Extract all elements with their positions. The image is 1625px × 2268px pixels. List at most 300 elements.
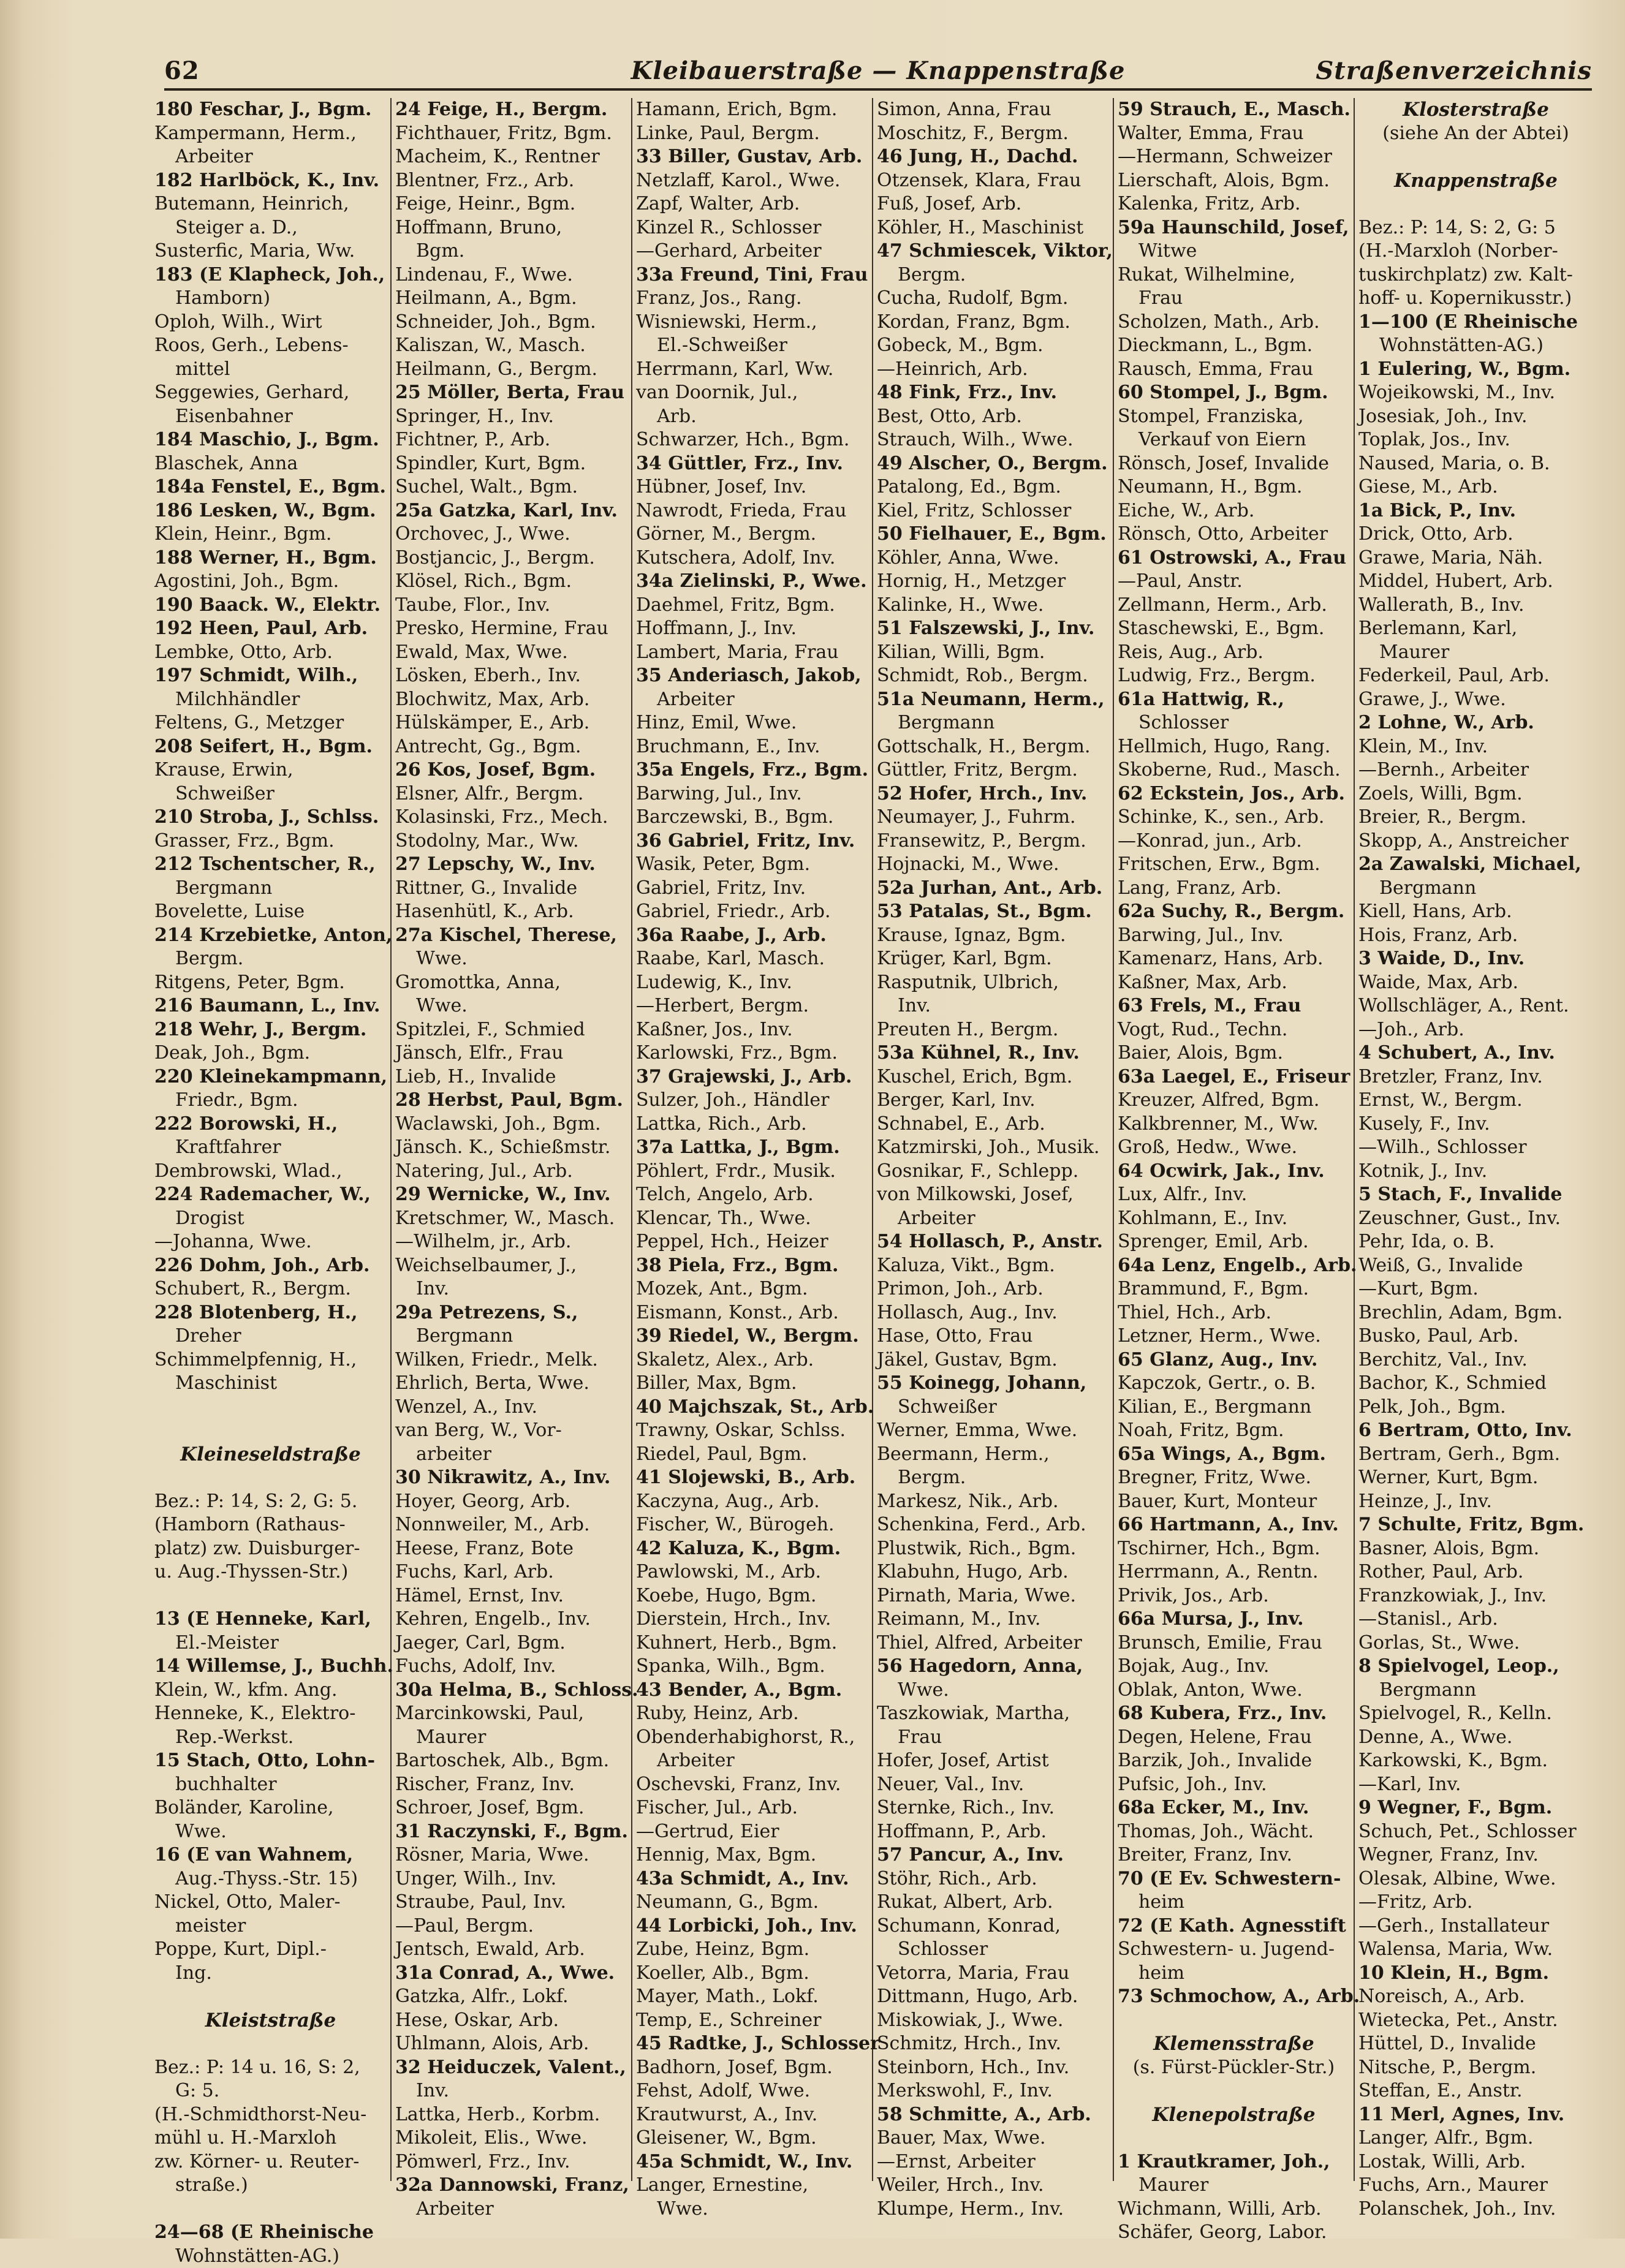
directory-entry: Zeuschner, Gust., Inv. — [1358, 1207, 1593, 1231]
directory-entry: Schumann, Konrad, — [877, 1915, 1109, 1938]
directory-entry: Hamann, Erich, Bgm. — [636, 98, 868, 122]
directory-entry: Hoffmann, J., Inv. — [636, 617, 868, 641]
directory-entry: Staschewski, E., Bgm. — [1118, 617, 1350, 641]
directory-entry: Wwe. — [636, 2198, 868, 2221]
directory-entry: 216 Baumann, L., Inv. — [154, 994, 387, 1018]
directory-entry: Klösel, Rich., Bgm. — [395, 570, 627, 594]
directory-entry: Fuchs, Karl, Arb. — [395, 1560, 627, 1584]
directory-entry: Seggewies, Gerhard, — [154, 381, 387, 405]
directory-entry: Best, Otto, Arb. — [877, 405, 1109, 429]
directory-entry: Straube, Paul, Inv. — [395, 1891, 627, 1915]
directory-entry: Beermann, Herm., — [877, 1443, 1109, 1467]
directory-entry: straße.) — [154, 2174, 387, 2198]
directory-entry: Jänsch. K., Schießmstr. — [395, 1136, 627, 1160]
directory-entry: Sternke, Rich., Inv. — [877, 1796, 1109, 1820]
directory-entry: Raabe, Karl, Masch. — [636, 947, 868, 971]
directory-entry: 61 Ostrowski, A., Frau — [1118, 546, 1350, 570]
directory-entry: 1 Eulering, W., Bgm. — [1358, 358, 1593, 382]
directory-entry: Dittmann, Hugo, Arb. — [877, 1985, 1109, 2009]
directory-entry: 8 Spielvogel, Leop., — [1358, 1655, 1593, 1679]
directory-entry: 34a Zielinski, P., Wwe. — [636, 570, 868, 594]
directory-entry — [1118, 2126, 1350, 2150]
directory-entry: Marcinkowski, Paul, — [395, 1702, 627, 1726]
directory-entry: Rittner, G., Invalide — [395, 877, 627, 901]
directory-entry: Bostjancic, J., Bergm. — [395, 546, 627, 570]
directory-entry: Köhler, Anna, Wwe. — [877, 546, 1109, 570]
directory-entry: Eisenbahner — [154, 405, 387, 429]
directory-entry: Otzensek, Klara, Frau — [877, 169, 1109, 193]
directory-entry: mühl u. H.-Marxloh — [154, 2126, 387, 2150]
directory-entry — [154, 1396, 387, 1419]
directory-entry: van Doornik, Jul., — [636, 381, 868, 405]
directory-entry: 35 Anderiasch, Jakob, — [636, 664, 868, 688]
directory-entry: Zellmann, Herm., Arb. — [1118, 594, 1350, 618]
directory-entry: 41 Slojewski, B., Arb. — [636, 1466, 868, 1490]
directory-entry: Witwe — [1118, 240, 1350, 263]
directory-entry: Taszkowiak, Martha, — [877, 1702, 1109, 1726]
directory-entry: Ewald, Max, Wwe. — [395, 641, 627, 665]
directory-entry: 15 Stach, Otto, Lohn- — [154, 1749, 387, 1773]
directory-entry: Kalkbrenner, M., Ww. — [1118, 1113, 1350, 1136]
directory-entry: 57 Pancur, A., Inv. — [877, 1843, 1109, 1867]
directory-entry: Obenderhabighorst, R., — [636, 1726, 868, 1750]
directory-entry: Uhlmann, Alois, Arb. — [395, 2032, 627, 2056]
column-1 — [151, 98, 392, 2181]
directory-entry: Gobeck, M., Bgm. — [877, 334, 1109, 358]
directory-entry: Klein, M., Inv. — [1358, 735, 1593, 759]
directory-entry: Merkswohl, F., Inv. — [877, 2079, 1109, 2103]
directory-entry: Stodolny, Mar., Ww. — [395, 830, 627, 853]
directory-entry: Kalinke, H., Wwe. — [877, 594, 1109, 618]
directory-entry: Arbeiter — [636, 1749, 868, 1773]
directory-entry: Schlosser — [1118, 711, 1350, 735]
directory-entry: 62a Suchy, R., Bergm. — [1118, 900, 1350, 924]
directory-entry: Hollasch, Aug., Inv. — [877, 1301, 1109, 1325]
directory-entry: 59 Strauch, E., Masch. — [1118, 98, 1350, 122]
directory-entry: Rukat, Albert, Arb. — [877, 1891, 1109, 1915]
directory-entry: Moschitz, F., Bergm. — [877, 122, 1109, 146]
directory-entry: Hämel, Ernst, Inv. — [395, 1584, 627, 1608]
directory-entry: —Karl, Inv. — [1358, 1773, 1593, 1797]
directory-entry: 6 Bertram, Otto, Inv. — [1358, 1419, 1593, 1443]
directory-entry: Primon, Joh., Arb. — [877, 1277, 1109, 1301]
directory-entry: Herrmann, A., Rentn. — [1118, 1560, 1350, 1584]
directory-entry: Cucha, Rudolf, Bgm. — [877, 287, 1109, 311]
directory-entry: (siehe An der Abtei) — [1358, 122, 1593, 146]
directory-entry: (H.-Marxloh (Norber- — [1358, 240, 1593, 263]
directory-entry: 73 Schmochow, A., Arb. — [1118, 1985, 1350, 2009]
directory-entry: Barzik, Joh., Invalide — [1118, 1749, 1350, 1773]
directory-entry: Neumayer, J., Fuhrm. — [877, 806, 1109, 830]
directory-entry: 33 Biller, Gustav, Arb. — [636, 145, 868, 169]
directory-entry: Gosnikar, F., Schlepp. — [877, 1160, 1109, 1184]
directory-entry: Weichselbaumer, J., — [395, 1254, 627, 1278]
directory-entry: Bergm. — [154, 947, 387, 971]
directory-entry: van Berg, W., Vor- — [395, 1419, 627, 1443]
directory-entry: Zoels, Willi, Bgm. — [1358, 782, 1593, 806]
directory-entry: Suchel, Walt., Bgm. — [395, 475, 627, 499]
directory-entry: 188 Werner, H., Bgm. — [154, 546, 387, 570]
directory-entry: Fritschen, Erw., Bgm. — [1118, 853, 1350, 877]
directory-entry: 5 Stach, F., Invalide — [1358, 1183, 1593, 1207]
directory-entry: Bgm. — [395, 240, 627, 263]
directory-entry: Arb. — [636, 405, 868, 429]
directory-entry: Daehmel, Fritz, Bgm. — [636, 594, 868, 618]
directory-entry: Wohnstätten-AG.) — [154, 2245, 387, 2268]
directory-entry: Grasser, Frz., Bgm. — [154, 830, 387, 853]
directory-entry: tuskirchplatz) zw. Kalt- — [1358, 263, 1593, 287]
directory-entry: Pawlowski, M., Arb. — [636, 1560, 868, 1584]
directory-entry: Rönsch, Josef, Invalide — [1118, 452, 1350, 476]
directory-entry: Kotnik, J., Inv. — [1358, 1160, 1593, 1184]
directory-entry: Plustwik, Rich., Bgm. — [877, 1537, 1109, 1561]
directory-entry: Dieckmann, L., Bgm. — [1118, 334, 1350, 358]
directory-entry: 43 Bender, A., Bgm. — [636, 1679, 868, 1703]
directory-entry: platz) zw. Duisburger- — [154, 1537, 387, 1561]
directory-entry: Verkauf von Eiern — [1118, 428, 1350, 452]
directory-entry: Middel, Hubert, Arb. — [1358, 570, 1593, 594]
directory-entry: 218 Wehr, J., Bergm. — [154, 1018, 387, 1042]
directory-entry: 37 Grajewski, J., Arb. — [636, 1065, 868, 1089]
directory-entry: Langer, Ernestine, — [636, 2174, 868, 2198]
directory-entry: Schäfer, Georg, Labor. — [1118, 2221, 1350, 2245]
directory-entry: Wietecka, Pet., Anstr. — [1358, 2009, 1593, 2033]
directory-entry: Steiger a. D., — [154, 216, 387, 240]
directory-entry: 55 Koinegg, Johann, — [877, 1372, 1109, 1396]
directory-entry: Herrmann, Karl, Ww. — [636, 358, 868, 382]
directory-entry: 65a Wings, A., Bgm. — [1118, 1443, 1350, 1467]
directory-entry: Mayer, Math., Lokf. — [636, 1985, 868, 2009]
directory-entry: Hüttel, D., Invalide — [1358, 2032, 1593, 2056]
directory-entry: Presko, Hermine, Frau — [395, 617, 627, 641]
directory-entry: —Bernh., Arbeiter — [1358, 758, 1593, 782]
directory-entry: 38 Piela, Frz., Bgm. — [636, 1254, 868, 1278]
directory-entry: Lang, Franz, Arb. — [1118, 877, 1350, 901]
directory-entry: Deak, Joh., Bgm. — [154, 1041, 387, 1065]
directory-entry: Fuchs, Arn., Maurer — [1358, 2174, 1593, 2198]
directory-entry: Arbeiter — [154, 145, 387, 169]
directory-entry: Arbeiter — [395, 2198, 627, 2221]
directory-entry: Bruchmann, E., Inv. — [636, 735, 868, 759]
directory-entry: Lattka, Herb., Korbm. — [395, 2103, 627, 2127]
directory-entry: —Ernst, Arbeiter — [877, 2150, 1109, 2174]
directory-entry: Feige, Heinr., Bgm. — [395, 192, 627, 216]
directory-entry: Spindler, Kurt, Bgm. — [395, 452, 627, 476]
directory-entry: Steinborn, Hch., Inv. — [877, 2056, 1109, 2080]
directory-entry: Inv. — [395, 1277, 627, 1301]
directory-entry: Hübner, Josef, Inv. — [636, 475, 868, 499]
directory-entry: Bergmann — [1358, 877, 1593, 901]
directory-entry: Butemann, Heinrich, — [154, 192, 387, 216]
directory-entry: Sprenger, Emil, Arb. — [1118, 1230, 1350, 1254]
directory-entry: 27a Kischel, Therese, — [395, 924, 627, 948]
directory-entry: Kamenarz, Hans, Arb. — [1118, 947, 1350, 971]
directory-entry: Bertram, Gerh., Bgm. — [1358, 1443, 1593, 1467]
directory-entry: Ruby, Heinz, Arb. — [636, 1702, 868, 1726]
column-3 — [632, 98, 873, 2181]
directory-entry: Walter, Emma, Frau — [1118, 122, 1350, 146]
directory-entry: Reimann, M., Inv. — [877, 1608, 1109, 1631]
directory-entry: Barwing, Jul., Inv. — [1118, 924, 1350, 948]
directory-entry: hoff- u. Kopernikusstr.) — [1358, 287, 1593, 311]
directory-entry: 34 Güttler, Frz., Inv. — [636, 452, 868, 476]
directory-entry: 45 Radtke, J., Schlosser — [636, 2032, 868, 2056]
directory-entry: Grawe, Maria, Näh. — [1358, 546, 1593, 570]
directory-entry: Pufsic, Joh., Inv. — [1118, 1773, 1350, 1797]
directory-entry: Milchhändler — [154, 688, 387, 712]
directory-entry: 29 Wernicke, W., Inv. — [395, 1183, 627, 1207]
directory-entry: 53a Kühnel, R., Inv. — [877, 1041, 1109, 1065]
directory-entry: Trawny, Oskar, Schlss. — [636, 1419, 868, 1443]
directory-entry: Zube, Heinz, Bgm. — [636, 1938, 868, 1962]
directory-entry: Groß, Hedw., Wwe. — [1118, 1136, 1350, 1160]
street-heading: Klosterstraße — [1358, 98, 1593, 122]
directory-entry: Kaluza, Vikt., Bgm. — [877, 1254, 1109, 1278]
directory-entry: Hamborn) — [154, 287, 387, 311]
directory-entry: Klabuhn, Hugo, Arb. — [877, 1560, 1109, 1584]
directory-entry: Friedr., Bgm. — [154, 1089, 387, 1113]
directory-entry: Hoffmann, Bruno, — [395, 216, 627, 240]
directory-entry: 60 Stompel, J., Bgm. — [1118, 381, 1350, 405]
directory-entry: Polanschek, Joh., Inv. — [1358, 2198, 1593, 2221]
directory-entry: 47 Schmiescek, Viktor, — [877, 240, 1109, 263]
directory-entry: Naused, Maria, o. B. — [1358, 452, 1593, 476]
directory-entry: Gromottka, Anna, — [395, 971, 627, 995]
directory-entry: Werner, Kurt, Bgm. — [1358, 1466, 1593, 1490]
directory-entry: Lösken, Eberh., Inv. — [395, 664, 627, 688]
directory-entry: Bez.: P: 14, S: 2, G: 5. — [154, 1490, 387, 1514]
directory-entry: Noreisch, A., Arb. — [1358, 1985, 1593, 2009]
directory-entry: Blaschek, Anna — [154, 452, 387, 476]
directory-entry: 54 Hollasch, P., Anstr. — [877, 1230, 1109, 1254]
directory-entry: Roos, Gerh., Lebens- — [154, 334, 387, 358]
directory-entry: 190 Baack. W., Elektr. — [154, 594, 387, 618]
directory-entry: 65 Glanz, Aug., Inv. — [1118, 1348, 1350, 1372]
directory-entry: Heilmann, G., Bergm. — [395, 358, 627, 382]
directory-entry: Thomas, Joh., Wächt. — [1118, 1820, 1350, 1844]
directory-entry: 66a Mursa, J., Inv. — [1118, 1608, 1350, 1631]
directory-entry: Franz, Jos., Rang. — [636, 287, 868, 311]
directory-entry: —Gerh., Installateur — [1358, 1915, 1593, 1938]
directory-entry: Linke, Paul, Bergm. — [636, 122, 868, 146]
directory-entry: 226 Dohm, Joh., Arb. — [154, 1254, 387, 1278]
directory-entry: Schroer, Josef, Bgm. — [395, 1796, 627, 1820]
directory-entry: Busko, Paul, Arb. — [1358, 1325, 1593, 1348]
directory-entry: 43a Schmidt, A., Inv. — [636, 1867, 868, 1891]
directory-entry: Wallerath, B., Inv. — [1358, 594, 1593, 618]
directory-entry: G: 5. — [154, 2079, 387, 2103]
directory-entry: 42 Kaluza, K., Bgm. — [636, 1537, 868, 1561]
directory-entry: 1a Bick, P., Inv. — [1358, 499, 1593, 523]
directory-entry: Markesz, Nik., Arb. — [877, 1490, 1109, 1514]
directory-entry: Josesiak, Joh., Inv. — [1358, 405, 1593, 429]
directory-entry: Kapczok, Gertr., o. B. — [1118, 1372, 1350, 1396]
directory-entry: Schlosser — [877, 1938, 1109, 1962]
directory-entry: Brammund, F., Bgm. — [1118, 1277, 1350, 1301]
directory-entry: Berger, Karl, Inv. — [877, 1089, 1109, 1113]
directory-entry: Maurer — [1118, 2174, 1350, 2198]
directory-entry: —Gerhard, Arbeiter — [636, 240, 868, 263]
directory-entry: Kretschmer, W., Masch. — [395, 1207, 627, 1231]
directory-entry: Hojnacki, M., Wwe. — [877, 853, 1109, 877]
directory-entry: 11 Merl, Agnes, Inv. — [1358, 2103, 1593, 2127]
directory-entry: Skaletz, Alex., Arb. — [636, 1348, 868, 1372]
directory-entry: 222 Borowski, H., — [154, 1113, 387, 1136]
page-title: Kleibauerstraße — Knappenstraße — [164, 56, 1592, 85]
column-6 — [1355, 98, 1597, 2181]
directory-entry: Walensa, Maria, Ww. — [1358, 1938, 1593, 1962]
directory-entry: —Herbert, Bergm. — [636, 994, 868, 1018]
directory-entry: Gorlas, St., Wwe. — [1358, 1631, 1593, 1655]
directory-entry: Wegner, Franz, Inv. — [1358, 1843, 1593, 1867]
directory-entry: Mikoleit, Elis., Wwe. — [395, 2126, 627, 2150]
directory-entry: 27 Lepschy, W., Inv. — [395, 853, 627, 877]
directory-entry: 210 Stroba, J., Schlss. — [154, 806, 387, 830]
directory-entry — [1358, 145, 1593, 169]
directory-entry: Grawe, J., Wwe. — [1358, 688, 1593, 712]
directory-entry: Vogt, Rud., Techn. — [1118, 1018, 1350, 1042]
directory-entry: meister — [154, 1915, 387, 1938]
directory-entry: Kraftfahrer — [154, 1136, 387, 1160]
directory-entry: Rukat, Wilhelmine, — [1118, 263, 1350, 287]
directory-entry: Bojak, Aug., Inv. — [1118, 1655, 1350, 1679]
directory-entry: Orchovec, J., Wwe. — [395, 523, 627, 546]
directory-entry: Lembke, Otto, Arb. — [154, 641, 387, 665]
directory-entry: 68 Kubera, Frz., Inv. — [1118, 1702, 1350, 1726]
directory-entry: 24 Feige, H., Bergm. — [395, 98, 627, 122]
directory-entry: 50 Fielhauer, E., Bgm. — [877, 523, 1109, 546]
directory-entry: 220 Kleinekampmann, — [154, 1065, 387, 1089]
directory-entry: Stompel, Franziska, — [1118, 405, 1350, 429]
directory-entry: Hoyer, Georg, Arb. — [395, 1490, 627, 1514]
directory-entry: Kaliszan, W., Masch. — [395, 334, 627, 358]
directory-entry: (Hamborn (Rathaus- — [154, 1513, 387, 1537]
directory-entry: Hese, Oskar, Arb. — [395, 2009, 627, 2033]
directory-entry: Telch, Angelo, Arb. — [636, 1183, 868, 1207]
directory-entry: Wohnstätten-AG.) — [1358, 334, 1593, 358]
directory-entry: Berchitz, Val., Inv. — [1358, 1348, 1593, 1372]
directory-entry: Kaßner, Jos., Inv. — [636, 1018, 868, 1042]
directory-entry: 52a Jurhan, Ant., Arb. — [877, 877, 1109, 901]
directory-entry: Federkeil, Paul, Arb. — [1358, 664, 1593, 688]
section-title: Straßenverzeichnis — [1316, 56, 1592, 85]
directory-entry: Wwe. — [395, 947, 627, 971]
directory-entry: Scholzen, Math., Arb. — [1118, 311, 1350, 335]
directory-entry: Lieb, H., Invalide — [395, 1065, 627, 1089]
directory-entry: Schwestern- u. Jugend- — [1118, 1938, 1350, 1962]
directory-entry: Privik, Jos., Arb. — [1118, 1584, 1350, 1608]
directory-entry: Köhler, H., Maschinist — [877, 216, 1109, 240]
directory-entry: 14 Willemse, J., Buchh. — [154, 1655, 387, 1679]
directory-entry: Gottschalk, H., Bergm. — [877, 735, 1109, 759]
directory-entry: 2a Zawalski, Michael, — [1358, 853, 1593, 877]
directory-entry: Bachor, K., Schmied — [1358, 1372, 1593, 1396]
directory-entry: 32a Dannowski, Franz, — [395, 2174, 627, 2198]
directory-entry: 63 Frels, M., Frau — [1118, 994, 1350, 1018]
directory-entry: Wwe. — [395, 994, 627, 1018]
directory-entry: Wisniewski, Herm., — [636, 311, 868, 335]
directory-entry: Pömwerl, Frz., Inv. — [395, 2150, 627, 2174]
directory-entry: 52 Hofer, Hrch., Inv. — [877, 782, 1109, 806]
directory-entry: —Johanna, Wwe. — [154, 1230, 387, 1254]
directory-entry: Jänsch, Elfr., Frau — [395, 1041, 627, 1065]
directory-entry: 58 Schmitte, A., Arb. — [877, 2103, 1109, 2127]
directory-entry: Frau — [1118, 287, 1350, 311]
directory-entry: Pirnath, Maria, Wwe. — [877, 1584, 1109, 1608]
directory-entry: —Kurt, Bgm. — [1358, 1277, 1593, 1301]
directory-entry: Patalong, Ed., Bgm. — [877, 475, 1109, 499]
directory-entry: Maurer — [395, 1726, 627, 1750]
directory-entry: 37a Lattka, J., Bgm. — [636, 1136, 868, 1160]
directory-entry: Lierschaft, Alois, Bgm. — [1118, 169, 1350, 193]
directory-entry: Hornig, H., Metzger — [877, 570, 1109, 594]
directory-entry: Dembrowski, Wlad., — [154, 1160, 387, 1184]
directory-entry: 224 Rademacher, W., — [154, 1183, 387, 1207]
directory-entry: Schweißer — [877, 1396, 1109, 1419]
column-5 — [1114, 98, 1355, 2181]
directory-entry: Neuer, Val., Inv. — [877, 1773, 1109, 1797]
directory-entry: Weiler, Hrch., Inv. — [877, 2174, 1109, 2198]
directory-entry: 44 Lorbicki, Joh., Inv. — [636, 1915, 868, 1938]
directory-entry: Gabriel, Friedr., Arb. — [636, 900, 868, 924]
directory-entry: Jaeger, Carl, Bgm. — [395, 1631, 627, 1655]
directory-entry — [1118, 2079, 1350, 2103]
directory-entry: buchhalter — [154, 1773, 387, 1797]
street-heading: Kleineseldstraße — [154, 1443, 387, 1467]
directory-entry: 33a Freund, Tini, Frau — [636, 263, 868, 287]
directory-entry: Wichmann, Willi, Arb. — [1118, 2198, 1350, 2221]
directory-entry: Wilken, Friedr., Melk. — [395, 1348, 627, 1372]
directory-entry: Hasenhütl, K., Arb. — [395, 900, 627, 924]
directory-entry: Poppe, Kurt, Dipl.- — [154, 1938, 387, 1962]
directory-entry: Eiche, W., Arb. — [1118, 499, 1350, 523]
directory-entry: El.-Meister — [154, 1631, 387, 1655]
directory-entry: Görner, M., Bergm. — [636, 523, 868, 546]
directory-entry: Schinke, K., sen., Arb. — [1118, 806, 1350, 830]
directory-entry: 72 (E Kath. Agnesstift — [1118, 1915, 1350, 1938]
page-header — [164, 56, 1592, 91]
directory-entry: Kilian, E., Bergmann — [1118, 1396, 1350, 1419]
directory-entry: Schmitz, Hrch., Inv. — [877, 2032, 1109, 2056]
directory-entry: Kiell, Hans, Arb. — [1358, 900, 1593, 924]
directory-entry: 64a Lenz, Engelb., Arb. — [1118, 1254, 1350, 1278]
directory-entry: —Joh., Arb. — [1358, 1018, 1593, 1042]
directory-entry: 31 Raczynski, F., Bgm. — [395, 1820, 627, 1844]
directory-entry: Skopp, A., Anstreicher — [1358, 830, 1593, 853]
directory-entry: Nawrodt, Frieda, Frau — [636, 499, 868, 523]
directory-entry: Blochwitz, Max, Arb. — [395, 688, 627, 712]
directory-entry: Stöhr, Rich., Arb. — [877, 1867, 1109, 1891]
directory-entry: Ludewig, K., Inv. — [636, 971, 868, 995]
directory-entry: Heilmann, A., Bgm. — [395, 287, 627, 311]
directory-entry: Klumpe, Herm., Inv. — [877, 2198, 1109, 2221]
directory-entry: Katzmirski, Joh., Musik. — [877, 1136, 1109, 1160]
directory-entry: Boländer, Karoline, — [154, 1796, 387, 1820]
directory-entry: 63a Laegel, E., Friseur — [1118, 1065, 1350, 1089]
directory-entry: (s. Fürst-Pückler-Str.) — [1118, 2056, 1350, 2080]
directory-entry: Oblak, Anton, Wwe. — [1118, 1679, 1350, 1703]
directory-entry — [1358, 192, 1593, 216]
directory-entry: Hennig, Max, Bgm. — [636, 1843, 868, 1867]
directory-entry: Fuchs, Adolf, Inv. — [395, 1655, 627, 1679]
directory-entry: 182 Harlböck, K., Inv. — [154, 169, 387, 193]
directory-entry: Natering, Jul., Arb. — [395, 1160, 627, 1184]
directory-entry: 28 Herbst, Paul, Bgm. — [395, 1089, 627, 1113]
directory-entry: heim — [1118, 1891, 1350, 1915]
directory-entry: Kiel, Fritz, Schlosser — [877, 499, 1109, 523]
directory-entry: 30a Helma, B., Schloss. — [395, 1679, 627, 1703]
directory-entry: 16 (E van Wahnem, — [154, 1843, 387, 1867]
